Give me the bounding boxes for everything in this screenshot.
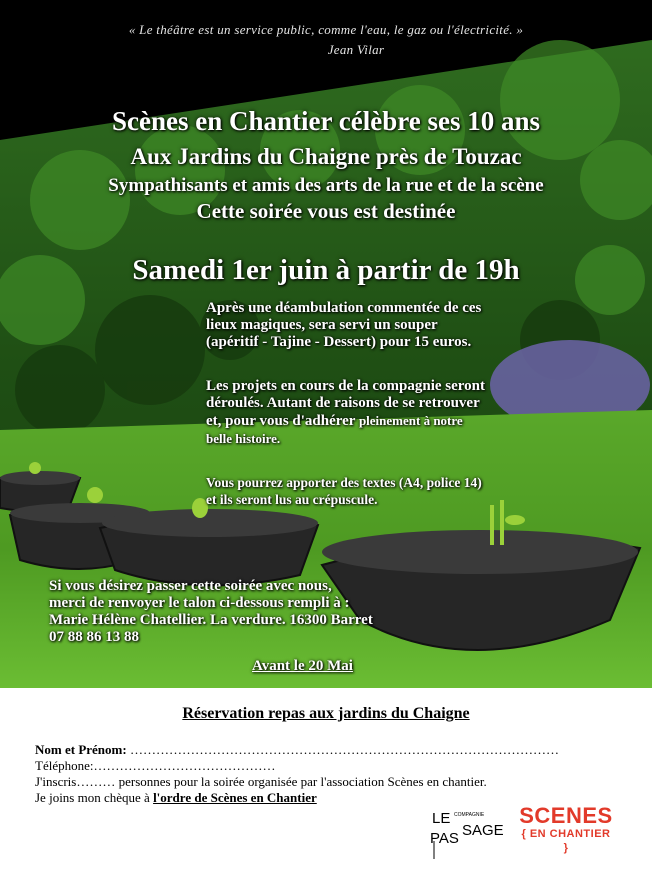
scenes-en-chantier-logo	[518, 803, 614, 854]
headline-invitation: Cette soirée vous est destinée	[196, 199, 456, 223]
quote-author: Jean Vilar	[327, 42, 385, 57]
program-paragraph	[206, 300, 481, 351]
logo-le: LE	[432, 810, 451, 827]
contact-line: Si vous désirez passer cette soirée avec nous,	[49, 578, 332, 594]
name-field[interactable]: ………………………………………………………………………………………	[129, 742, 559, 757]
program-line: lieux magiques, sera servi un souper	[206, 317, 438, 333]
projects-line: Les projets en cours de la compagnie seront	[206, 378, 486, 394]
projects-line: et, pour vous d'adhérer pleinement à notre	[206, 413, 463, 429]
texts-line: et ils seront lus au crépuscule.	[206, 492, 378, 507]
logo-sage: SAGE	[462, 822, 504, 839]
quote-text: « Le théâtre est un service public, comme l'eau, le gaz ou l'électricité. »	[128, 22, 524, 37]
contact-address: Marie Hélène Chatellier. La verdure. 16300 Barret	[49, 612, 373, 628]
projects-line: déroulés. Autant de raisons de se retrouver	[206, 395, 480, 411]
program-line: Après une déambulation commentée de ces	[206, 300, 482, 316]
logo-scenes-text: SCENES	[519, 803, 613, 828]
program-line: (apéritif - Tajine - Dessert) pour 15 euros.	[206, 334, 472, 350]
form-title: Réservation repas aux jardins du Chaigne	[182, 705, 470, 722]
headline-audience: Sympathisants et amis des arts de la rue et de la scène	[108, 175, 544, 196]
headline-anniversary: Scènes en Chantier célèbre ses 10 ans	[112, 106, 540, 136]
contact-phone: 07 88 86 13 88	[49, 629, 139, 645]
projects-line: belle histoire.	[206, 431, 281, 446]
le-passage-logo	[428, 805, 506, 861]
contact-line: merci de renvoyer le talon ci-dessous rempli à :	[49, 595, 350, 611]
cheque-line	[35, 790, 317, 806]
projects-paragraph	[206, 378, 485, 447]
deadline: Avant le 20 Mai	[252, 658, 353, 674]
event-date: Samedi 1er juin à partir de 19h	[132, 254, 520, 286]
attendees-line: J'inscris……… personnes pour la soirée organisée par l'association Scènes en chantier.	[35, 774, 487, 789]
texts-paragraph	[206, 474, 482, 508]
cheque-prefix: Je joins mon chèque à	[35, 790, 154, 805]
name-label: Nom et Prénom:	[35, 742, 130, 757]
phone-line	[35, 758, 275, 774]
contact-block	[49, 578, 373, 646]
quote	[0, 20, 652, 60]
cheque-order: l'ordre de Scènes en Chantier	[153, 790, 317, 805]
logo-compagnie: COMPAGNIE	[454, 812, 485, 818]
phone-field[interactable]: ……………………………………	[93, 758, 276, 773]
phone-label: Téléphone:	[35, 758, 94, 773]
name-line	[35, 742, 559, 758]
logo-pas: PAS	[430, 830, 459, 847]
headline-location: Aux Jardins du Chaigne près de Touzac	[130, 144, 522, 169]
logo-en-chantier-text: { EN CHANTIER }	[521, 828, 611, 854]
texts-line: Vous pourrez apporter des textes (A4, police 14)	[206, 475, 482, 490]
